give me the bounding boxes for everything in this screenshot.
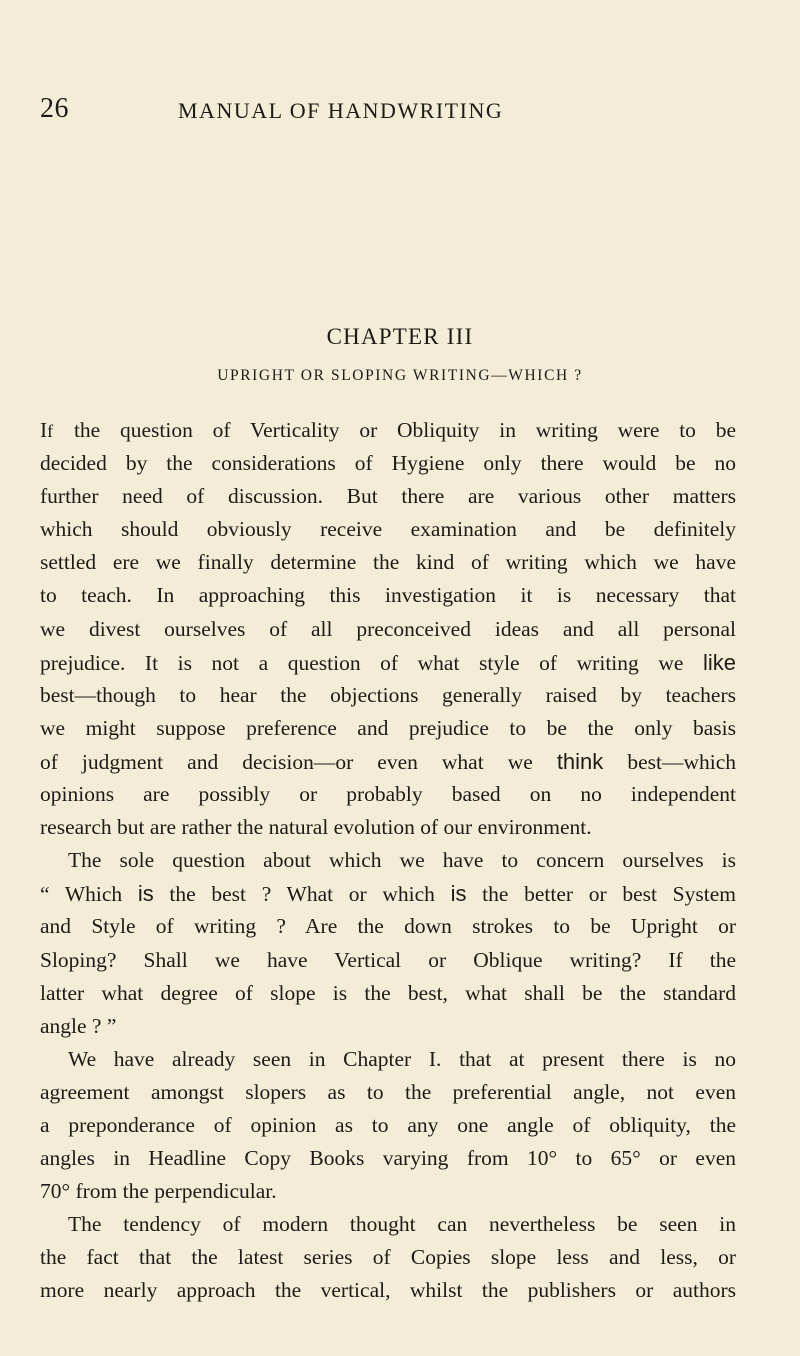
text-line: opinions are possibly or probably based on no independent bbox=[40, 782, 736, 807]
emphasis-word: is bbox=[450, 881, 467, 907]
text-line: We have already seen in Chapter I. that at present there is no bbox=[68, 1046, 736, 1071]
text-line: research but are rather the natural evolution of our environment. bbox=[40, 815, 592, 840]
body-text bbox=[40, 414, 736, 1308]
chapter-title: CHAPTER III bbox=[326, 324, 474, 349]
running-head bbox=[40, 93, 760, 133]
text-line: “ Which is the best ? What or which is the better or best System bbox=[40, 881, 736, 907]
text-line: 70° from the perpendicular. bbox=[40, 1179, 277, 1204]
text-line: The tendency of modern thought can nevertheless be seen in bbox=[68, 1212, 736, 1237]
text-line: of judgment and decision—or even what we think best—which bbox=[40, 748, 736, 774]
text-line: and Style of writing ? Are the down strokes to be Upright or bbox=[40, 914, 736, 939]
running-title: MANUAL OF HANDWRITING bbox=[178, 98, 504, 123]
text-line: decided by the considerations of Hygiene only there would be no bbox=[40, 451, 736, 476]
text-line: latter what degree of slope is the best, what shall be the standard bbox=[40, 980, 736, 1005]
text-line: we might suppose preference and prejudice to be the only basis bbox=[40, 715, 736, 740]
text-line: settled ere we finally determine the kind of writing which we have bbox=[40, 550, 736, 575]
text-line: which should obviously receive examination and be definitely bbox=[40, 517, 736, 542]
text-line: angle ? ” bbox=[40, 1013, 117, 1038]
text-line: Sloping? Shall we have Vertical or Oblique writing? If the bbox=[40, 947, 736, 972]
text-line: prejudice. It is not a question of what style of writing we like bbox=[40, 649, 736, 675]
text-line: best—though to hear the objections generally raised by teachers bbox=[40, 682, 736, 707]
text-line: the fact that the latest series of Copies slope less and less, or bbox=[40, 1245, 736, 1270]
text-line: to teach. In approaching this investigation it is necessary that bbox=[40, 583, 736, 608]
page-number: 26 bbox=[40, 93, 69, 124]
text-line: more nearly approach the vertical, whilst the publishers or authors bbox=[40, 1278, 736, 1303]
text-line: further need of discussion. But there are various other matters bbox=[40, 484, 736, 509]
chapter-subtitle: UPRIGHT OR SLOPING WRITING—WHICH ? bbox=[217, 367, 583, 384]
drop-word-initial: I bbox=[40, 418, 48, 442]
emphasis-word: think bbox=[556, 748, 604, 774]
text-line: If the question of Verticality or Obliquity in writing were to be bbox=[40, 418, 736, 442]
emphasis-word: is bbox=[137, 881, 154, 907]
emphasis-word: like bbox=[702, 649, 736, 675]
text-line: a preponderance of opinion as to any one angle of obliquity, the bbox=[40, 1112, 736, 1137]
text-line: agreement amongst slopers as to the preferential angle, not even bbox=[40, 1079, 736, 1104]
text-line: The sole question about which we have to concern ourselves is bbox=[68, 848, 736, 873]
text-line: we divest ourselves of all preconceived ideas and all personal bbox=[40, 616, 736, 641]
drop-word-smallcaps: f bbox=[47, 421, 55, 441]
text-line: angles in Headline Copy Books varying from 10° to 65° or even bbox=[40, 1146, 736, 1171]
